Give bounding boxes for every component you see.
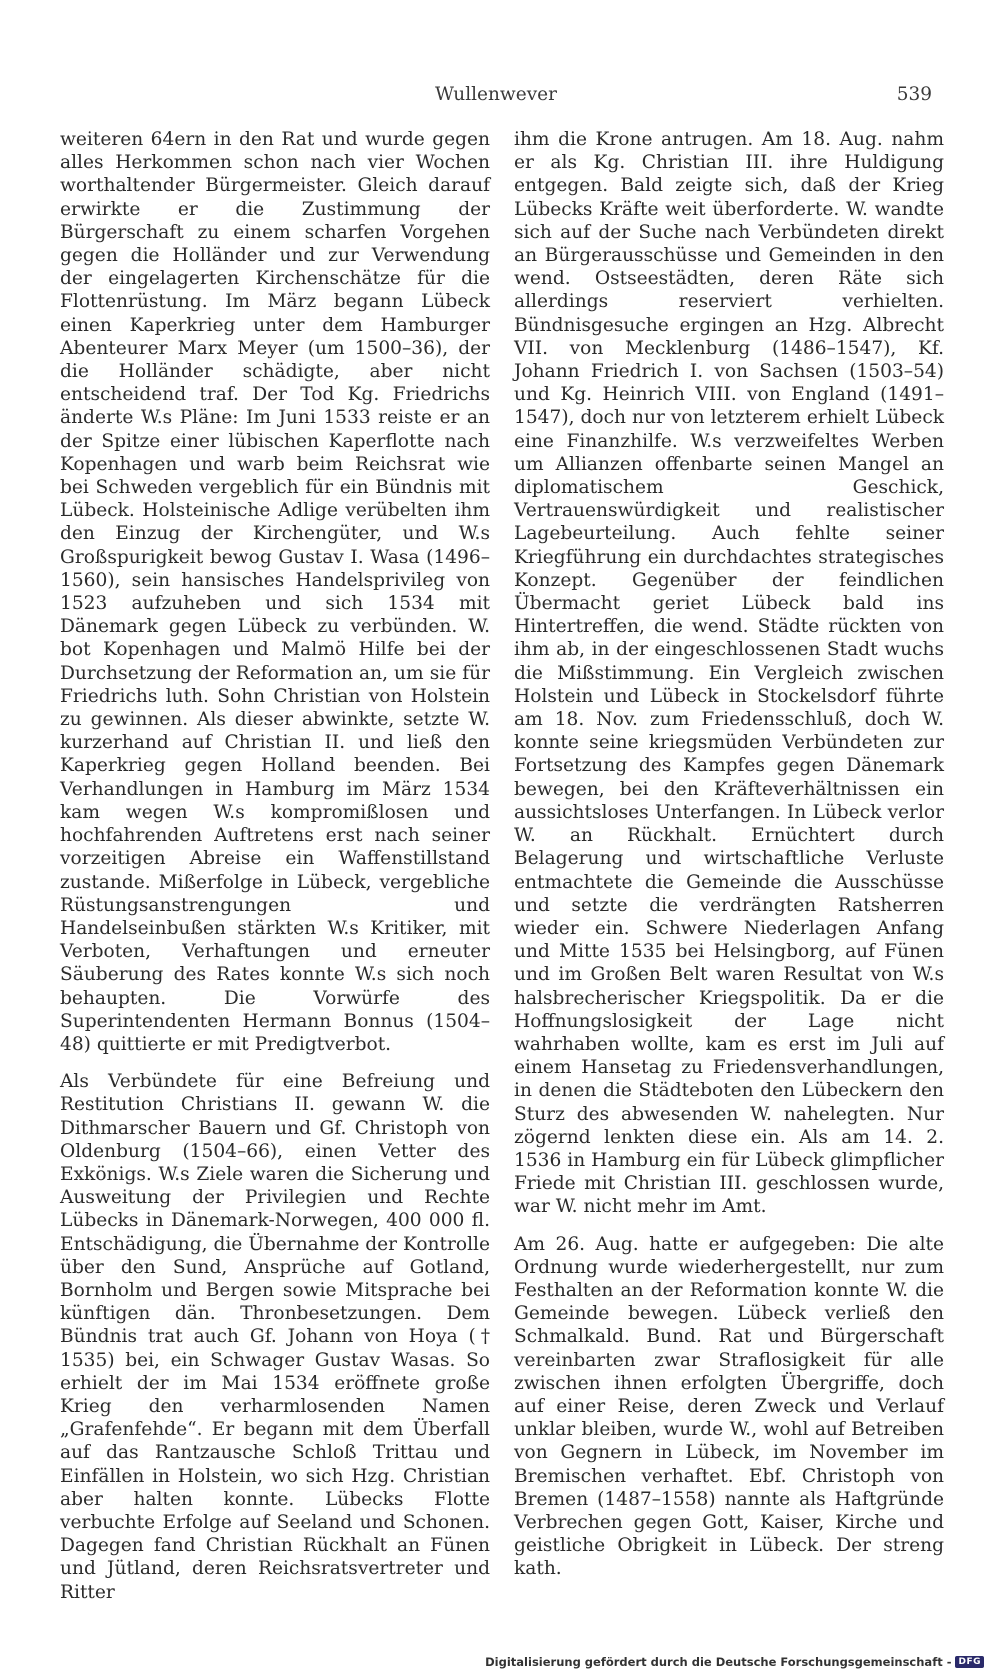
dfg-logo: DFG — [955, 1656, 984, 1668]
paragraph: weiteren 64ern in den Rat und wurde gegen alles Herkommen schon nach vier Wochen worthaltender Bürgermeister. Gleich darauf erwirkte er die Zustimmung der Bürgerschaft zu einem scharfen Vorgehen gegen die Holländer und zur Verwendung der eingelagerten Kirchenschätze für die Flottenrüstung. Im März begann Lübeck einen Kaperkrieg unter dem Hamburger Abenteurer Marx Meyer (um 1500–36), der die Holländer schädigte, aber nicht entscheidend traf. Der Tod Kg. Friedrichs änderte W.s Pläne: Im Juni 1533 reiste er an der Spitze einer lübischen Kaperflotte nach Kopenhagen und warb beim Reichsrat wie bei Schweden vergeblich für ein Bündnis mit Lübeck. Holsteinische Adlige verübelten ihm den Einzug der Kirchengüter, und W.s Großspurigkeit bewog Gustav I. Wasa (1496–1560), sein hansisches Handelsprivileg von 1523 aufzuheben und sich 1534 mit Dänemark gegen Lübeck zu verbünden. W. bot Kopenhagen und Malmö Hilfe bei der Durchsetzung der Reformation an, um sie für Friedrichs luth. Sohn Christian von Holstein zu gewinnen. Als dieser abwinkte, setzte W. kurzerhand auf Christian II. und ließ den Kaperkrieg gegen Holland beenden. Bei Verhandlungen in Hamburg im März 1534 kam wegen W.s kompromißlosen und hochfahrenden Auftretens erst nach seiner vorzeitigen Abreise ein Waffenstillstand zustande. Mißerfolge in Lübeck, vergebliche Rüstungsanstrengungen und Handelseinbußen stärkten W.s Kritiker, mit Verboten, Verhaftungen und erneuter Säuberung des Rates konnte W.s sich noch behaupten. Die Vorwürfe des Superintendenten Hermann Bonnus (1504–48) quittierte er mit Predigtverbot. — [60, 129, 490, 1055]
paragraph: Als Verbündete für eine Befreiung und Restitution Christians II. gewann W. die Dithmarscher Bauern und Gf. Christoph von Oldenburg (1504–66), einen Vetter des Exkönigs. W.s Ziele waren die Sicherung und Ausweitung der Privilegien und Rechte Lübecks in Dänemark-Norwegen, 400 000 fl. Entschädigung, die Übernahme der Kontrolle über den Sund, Ansprüche auf Gotland, Bornholm und Bergen sowie Mitsprache bei künftigen dän. Thronbesetzungen. Dem Bündnis trat auch Gf. Johann von Hoya († 1535) bei, ein Schwager Gustav Wasas. So erhielt der im Mai 1534 eröffnete große Krieg den verharmlosenden Namen „Grafenfehde“. Er begann mit dem Überfall auf das Rantzausche Schloß Trittau und Einfällen in Holstein, wo sich Hzg. Christian aber halten konnte. Lübecks Flotte verbuchte Erfolge auf Seeland und Schonen. Dagegen fand Christian Rückhalt an Fünen und Jütland, deren Reichsratsvertreter und Ritter — [60, 1071, 490, 1603]
digitization-footer — [485, 1655, 984, 1669]
running-header — [60, 84, 932, 112]
left-column — [60, 128, 490, 1618]
right-column — [514, 128, 944, 1595]
page-number: 539 — [896, 84, 932, 105]
paragraph: Am 26. Aug. hatte er aufgegeben: Die alte Ordnung wurde wiederhergestellt, nur zum Festhalten an der Reformation konnte W. die Gemeinde bewegen. Lübeck verließ den Schmalkald. Bund. Rat und Bürgerschaft vereinbarten zwar Straflosigkeit für alle zwischen ihnen erfolgten Übergriffe, doch auf einer Reise, deren Zweck und Verlauf unklar bleiben, wurde W., wohl auf Betreiben von Gegnern in Lübeck, im November im Bremischen verhaftet. Ebf. Christoph von Bremen (1487–1558) nannte als Haftgründe Verbrechen gegen Gott, Kaiser, Kirche und geistliche Obrigkeit in Lübeck. Der streng kath. — [514, 1233, 944, 1580]
paragraph: ihm die Krone antrugen. Am 18. Aug. nahm er als Kg. Christian III. ihre Huldigung entgegen. Bald zeigte sich, daß der Krieg Lübecks Kräfte weit überforderte. W. wandte sich auf der Suche nach Verbündeten direkt an Bürgerausschüsse und Gemeinden in den wend. Ostseestädten, deren Räte sich allerdings reserviert verhielten. Bündnisgesuche ergingen an Hzg. Albrecht VII. von Mecklenburg (1486–1547), Kf. Johann Friedrich I. von Sachsen (1503–54) und Kg. Heinrich VIII. von England (1491–1547), doch nur von letzterem erhielt Lübeck eine Finanzhilfe. W.s verzweifeltes Werben um Allianzen offenbarte seinen Mangel an diplomatischem Geschick, Vertrauenswürdigkeit und realistischer Lagebeurteilung. Auch fehlte seiner Kriegführung ein durchdachtes strategisches Konzept. Gegenüber der feindlichen Übermacht geriet Lübeck bald ins Hintertreffen, die wend. Städte rückten von ihm ab, in der eingeschlossenen Stadt wuchs die Mißstimmung. Ein Vergleich zwischen Holstein und Lübeck in Stockelsdorf führte am 18. Nov. zum Friedensschluß, doch W. konnte seine kriegsmüden Verbündeten zur Fortsetzung des Kampfes gegen Dänemark bewegen, bei den Kräfteverhältnissen ein aussichtsloses Unterfangen. In Lübeck verlor W. an Rückhalt. Ernüchtert durch Belagerung und wirtschaftliche Verluste entmachtete die Gemeinde die Ausschüsse und setzte die verdrängten Ratsherren wieder ein. Schwere Niederlagen Anfang und Mitte 1535 bei Helsingborg, auf Fünen und im Großen Belt waren Resultat von W.s halsbrecherischer Kriegspolitik. Da er die Hoffnungslosigkeit der Lage nicht wahrhaben wollte, kam es erst im Juli auf einem Hansetag zu Friedensverhandlungen, in denen die Städteboten den Lübeckern den Sturz des abwesenden W. nahelegten. Nur zögernd lenkten diese ein. Als am 14. 2. 1536 in Hamburg ein für Lübeck glimpflicher Friede mit Christian III. geschlossen wurde, war W. nicht mehr im Amt. — [514, 129, 944, 1218]
running-title: Wullenwever — [435, 84, 557, 105]
footer-text: Digitalisierung gefördert durch die Deutsche Forschungsgemeinschaft - — [485, 1655, 952, 1669]
